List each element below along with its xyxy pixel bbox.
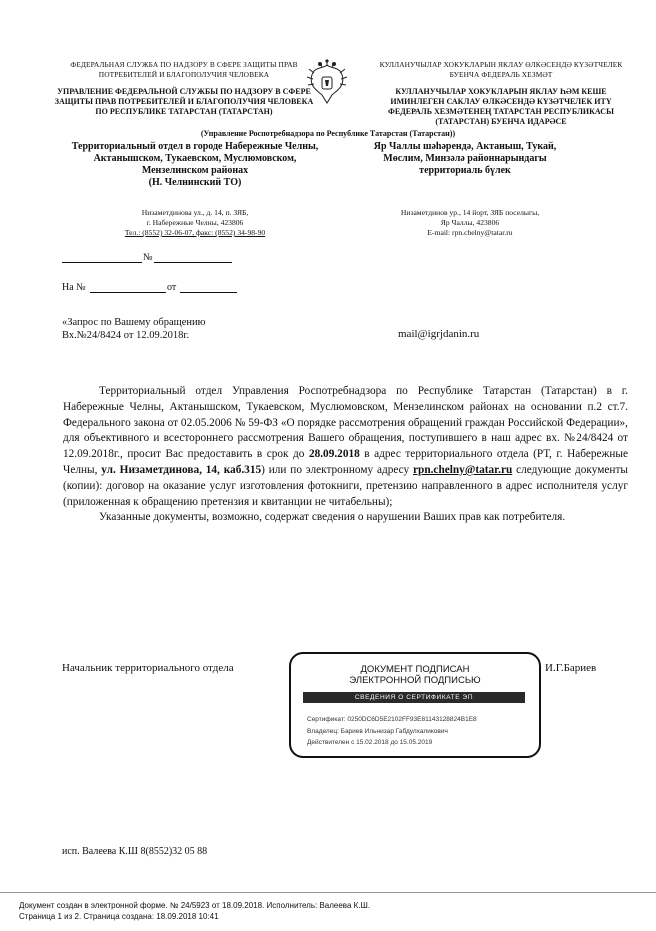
footer-line1: Документ создан в электронной форме. № 24/5923 от 18.09.2018. Исполнитель: Валеева К.Ш. xyxy=(19,901,371,910)
certificate-info-bar: СВЕДЕНИЯ О СЕРТИФИКАТЕ ЭП xyxy=(303,692,525,703)
reference-line1: «Запрос по Вашему обращению xyxy=(62,317,206,328)
department-name-ru: УПРАВЛЕНИЕ ФЕДЕРАЛЬНОЙ СЛУЖБЫ ПО НАДЗОРУ В СФЕРЕ ЗАЩИТЫ ПРАВ ПОТРЕБИТЕЛЕЙ И БЛАГОПОЛУЧИЯ ЧЕЛОВЕКА ПО РЕСПУБЛИКЕ ТАТАРСТАН (ТАТАРСТАН) xyxy=(54,87,314,116)
address-right-line2: Яр Чаллы, 423806 xyxy=(440,218,500,227)
reply-date-line xyxy=(180,292,237,293)
territorial-unit-ru-short: (Н. Челнинский ТО) xyxy=(148,177,242,188)
address-left-line2: г. Набережные Челны, 423806 xyxy=(146,218,244,227)
certificate-owner: Владелец: Бариев Ильнизар Габдулхаликович xyxy=(307,727,448,735)
footer-divider xyxy=(0,892,656,893)
office-email-link[interactable]: rpn.chelny@tatar.ru xyxy=(413,463,513,476)
signer-name: И.Г.Бариев xyxy=(545,662,597,674)
recipient-email: mail@igrjdanin.ru xyxy=(398,328,480,340)
e-signature-stamp xyxy=(289,652,541,758)
reg-no-label: № xyxy=(143,252,153,263)
address-left-phone: Тел.: (8552) 32-06-07, факс: (8552) 34-98-90 xyxy=(124,228,266,237)
address-left-line1: Низаметдинова ул., д. 14, п. ЗЯБ, xyxy=(141,208,249,217)
stamp-title-line2: ЭЛЕКТРОННОЙ ПОДПИСЬЮ xyxy=(349,675,481,686)
address-right xyxy=(395,208,545,238)
certificate-validity: Действителен с 15.02.2018 до 15.05.2019 xyxy=(307,739,433,746)
department-short-name: (Управление Роспотребнадзора по Республике Татарстан (Татарстан)) xyxy=(200,129,456,138)
reply-date-label: от xyxy=(167,282,177,293)
coat-of-arms-icon xyxy=(306,59,348,107)
reply-no-line xyxy=(90,292,166,293)
reg-no-line xyxy=(154,262,232,263)
agency-name-tt: КУЛЛАНУЧЫЛАР ХОКУКЛАРЫН ЯКЛАУ ӨЛКӘСЕНДӘ КҮЗӘТЧЕЛЕК БУЕНЧА ФЕДЕРАЛЬ ХЕЗМӘТ xyxy=(379,60,623,79)
territorial-unit-tt: Яр Чаллы шәһәрендә, Актаныш, Тукай, Мөслим, Минзәлә районнарындагы территориаль бүлек xyxy=(373,141,557,176)
certificate-number: Сертификат: 0250DC6D5E2102FF93E81143128824B1E8 xyxy=(307,716,477,723)
address-right-email: E-mail: rpn.chelny@tatar.ru xyxy=(427,228,513,237)
request-reference xyxy=(62,316,205,342)
footer-line2: Страница 1 из 2. Страница создана: 18.09.2018 10:41 xyxy=(19,912,219,921)
reference-line2: Вх.№24/8424 от 12.09.2018г. xyxy=(62,330,190,341)
header-left xyxy=(53,60,315,117)
certificate-details xyxy=(307,714,477,749)
letter-body xyxy=(63,384,628,526)
deadline-date: 28.09.2018 xyxy=(308,448,360,461)
territorial-unit-ru xyxy=(60,141,330,189)
address-left xyxy=(90,208,300,238)
body-text-d: следующие документы (копии): договор на оказание услуг изготовления фотокниги, претензию направленного в адрес исполнителя услуг (приложенная к обращению претензия и квитанции не читабельны); xyxy=(63,463,628,508)
territorial-unit-ru-name: Территориальный отдел в городе Набережные Челны, Актанышском, Тукаевском, Муслюмовском, Мензелинском районах xyxy=(71,141,319,176)
stamp-title xyxy=(291,664,539,686)
signer-position: Начальник территориального отдела xyxy=(62,662,234,674)
body-paragraph-1 xyxy=(63,384,628,510)
address-right-line1: Низаметдинов ур., 14 йорт, ЗЯБ поселыгы, xyxy=(400,208,540,217)
agency-name-ru: ФЕДЕРАЛЬНАЯ СЛУЖБА ПО НАДЗОРУ В СФЕРЕ ЗАЩИТЫ ПРАВ ПОТРЕБИТЕЛЕЙ И БЛАГОПОЛУЧИЯ ЧЕЛОВЕКА xyxy=(70,60,298,79)
office-address: ул. Низаметдинова, 14, каб.315 xyxy=(101,463,262,476)
reg-date-line xyxy=(62,262,142,263)
reply-no-label: На № xyxy=(62,282,86,293)
department-name-tt: КУЛЛАНУЧЫЛАР ХОКУКЛАРЫН ЯКЛАУ ҺӘМ КЕШЕ ИМИНЛЕГЕН САКЛАУ ӨЛКӘСЕНДӘ КҮЗӘТЧЕЛЕК ИТҮ ФЕДЕРАЛЬ ХЕЗМӘТЕНЕҢ ТАТАРСТАН РЕСПУБЛИКАСЫ (ТАТАРСТАН) БУЕНЧА ИДАРӘСЕ xyxy=(388,87,614,126)
body-paragraph-2: Указанные документы, возможно, содержат сведения о нарушении Ваших прав как потребителя. xyxy=(99,511,566,524)
body-text-c: ) или по электронному адресу xyxy=(261,463,414,476)
stamp-title-line1: ДОКУМЕНТ ПОДПИСАН xyxy=(360,664,470,675)
body-text-b: в адрес территориального отдела (РТ, г. Набережные Челны, xyxy=(63,448,628,476)
executor-info: исп. Валеева К.Ш 8(8552)32 05 88 xyxy=(62,846,208,857)
document-footer xyxy=(19,900,370,922)
header-right xyxy=(370,60,632,127)
body-text-a: Территориальный отдел Управления Роспотребнадзора по Республике Татарстан (Татарстан) в г. Набережные Челны, Актанышском, Тукаевском, Муслюмовском, Мензелинском районах на основании п.2 ст.7. Федерального закона от 02.05.2006 № 59-ФЗ «О порядке рассмотрения обращений граждан Российской Федерации», для объективного и всестороннего рассмотрения Вашего обращения, поступившего в наш адрес вх. №24/8424 от 12.09.2018г., просит Вас предоставить в срок до xyxy=(63,385,628,461)
